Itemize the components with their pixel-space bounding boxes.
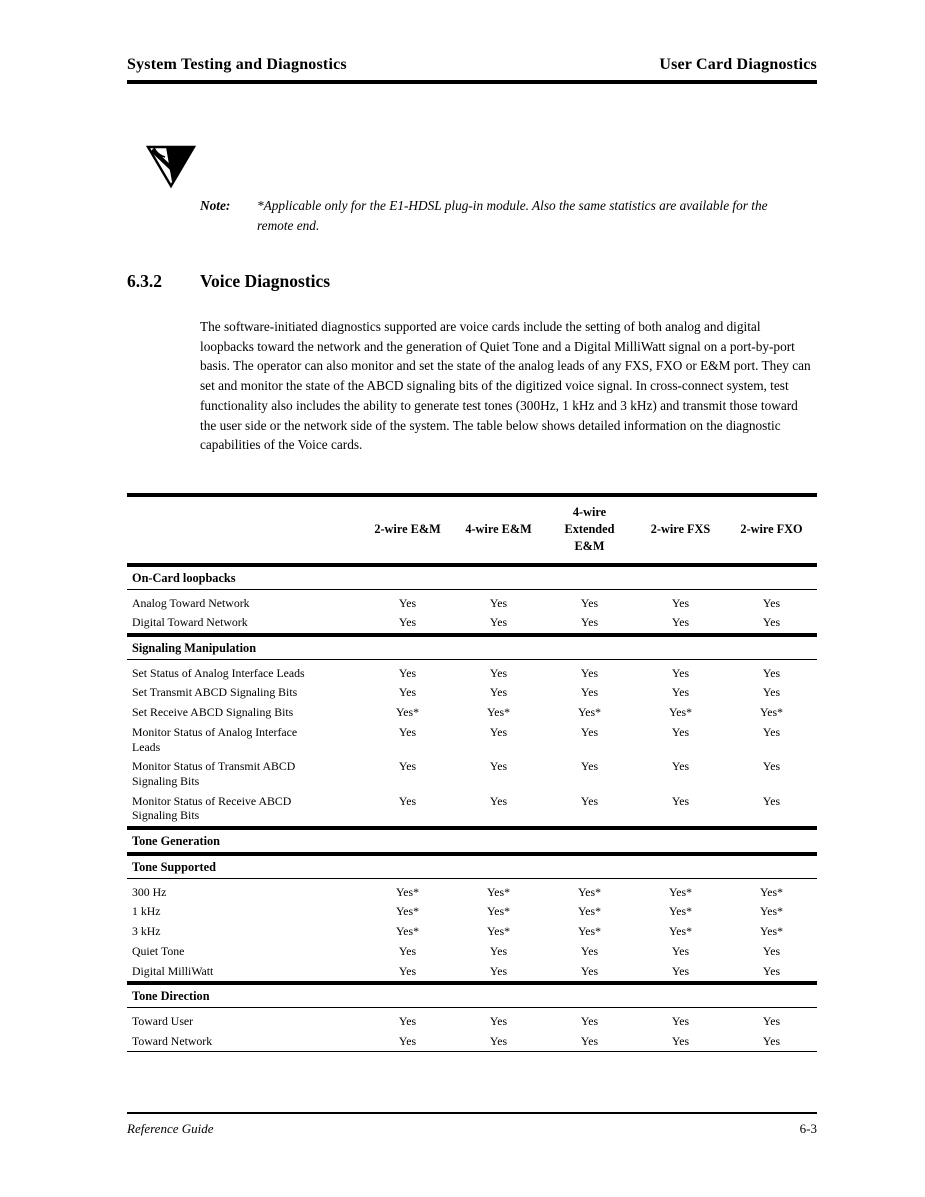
cell-value: Yes: [671, 943, 690, 958]
cell-value: Yes: [398, 1033, 417, 1048]
section-number: 6.3.2: [127, 271, 162, 291]
cell-value: Yes: [580, 1013, 599, 1028]
row-label: Monitor Status of Receive ABCD Signaling Bits: [132, 793, 292, 823]
cell-value: Yes*: [668, 884, 693, 899]
table-row: [127, 922, 817, 942]
table-section-title: Tone Direction: [127, 983, 817, 1008]
cell-value: Yes: [489, 963, 508, 978]
cell-value: Yes*: [395, 705, 420, 720]
footer-document-title: Reference Guide: [127, 1121, 214, 1136]
cell-value: Yes*: [668, 705, 693, 720]
table-section-title: On-Card loopbacks: [127, 565, 817, 590]
section-title: Voice Diagnostics: [200, 271, 331, 291]
column-header-4wire-em: 4-wire E&M: [453, 495, 544, 565]
cell-value: Yes: [398, 615, 417, 630]
cell-value: Yes*: [668, 904, 693, 919]
cell-value: Yes: [671, 595, 690, 610]
cell-value: Yes*: [759, 705, 784, 720]
cell-value: Yes: [580, 685, 599, 700]
footer-rule: [127, 1112, 817, 1114]
table-row: [127, 902, 817, 922]
row-label: Set Receive ABCD Signaling Bits: [132, 705, 294, 720]
cell-value: Yes: [398, 943, 417, 958]
cell-value: Yes: [398, 759, 417, 774]
row-label: Monitor Status of Analog Interface Leads: [132, 724, 298, 754]
cell-value: Yes: [580, 595, 599, 610]
cell-value: Yes: [489, 685, 508, 700]
cell-value: Yes*: [486, 705, 511, 720]
cell-value: Yes: [580, 963, 599, 978]
diagnostics-table: [127, 493, 817, 1052]
cell-value: Yes: [489, 1033, 508, 1048]
cell-value: Yes: [398, 1013, 417, 1028]
header-rule: [127, 80, 817, 84]
cell-value: Yes: [580, 943, 599, 958]
table-section-title: Tone Generation: [127, 828, 817, 854]
cell-value: Yes: [489, 943, 508, 958]
row-label: 300 Hz: [132, 884, 167, 899]
cell-value: Yes: [671, 724, 690, 739]
table-section-title: Signaling Manipulation: [127, 635, 817, 660]
cell-value: Yes: [398, 724, 417, 739]
column-header-blank: [127, 495, 362, 565]
cell-value: Yes: [762, 595, 781, 610]
cell-value: Yes*: [486, 924, 511, 939]
row-label: Set Transmit ABCD Signaling Bits: [132, 685, 298, 700]
cell-value: Yes: [398, 595, 417, 610]
cell-value: Yes: [762, 1033, 781, 1048]
cell-value: Yes: [580, 759, 599, 774]
row-label: Set Status of Analog Interface Leads: [132, 665, 305, 680]
cell-value: Yes: [671, 963, 690, 978]
table-section-title-row: [127, 828, 817, 854]
table-row: [127, 878, 817, 902]
cell-value: Yes: [489, 793, 508, 808]
running-header-left: System Testing and Diagnostics: [127, 56, 347, 73]
table-section-title-row: [127, 854, 817, 879]
table-row: [127, 613, 817, 635]
table-body: [127, 565, 817, 1052]
cell-value: Yes: [489, 665, 508, 680]
cell-value: Yes: [398, 685, 417, 700]
cell-value: Yes: [489, 1013, 508, 1028]
cell-value: Yes: [489, 724, 508, 739]
section-heading: [127, 271, 330, 292]
table-row: [127, 683, 817, 703]
row-label: Toward User: [132, 1013, 194, 1028]
cell-value: Yes: [489, 595, 508, 610]
cell-value: Yes*: [577, 884, 602, 899]
cell-value: Yes*: [577, 924, 602, 939]
cell-value: Yes*: [395, 904, 420, 919]
table-row: [127, 1007, 817, 1031]
cell-value: Yes: [489, 615, 508, 630]
table-section-title-row: [127, 983, 817, 1008]
table-row: [127, 703, 817, 723]
table-row: [127, 791, 817, 827]
cell-value: Yes: [671, 685, 690, 700]
table-section-title-row: [127, 635, 817, 660]
cell-value: Yes*: [486, 904, 511, 919]
row-label: Toward Network: [132, 1033, 213, 1048]
cell-value: Yes: [762, 793, 781, 808]
column-header-2wire-em: 2-wire E&M: [362, 495, 453, 565]
table-section-title: Tone Supported: [127, 854, 817, 879]
cell-value: Yes: [580, 724, 599, 739]
cell-value: Yes: [398, 963, 417, 978]
cell-value: Yes: [671, 759, 690, 774]
cell-value: Yes: [398, 793, 417, 808]
row-label: Quiet Tone: [132, 943, 185, 958]
body-paragraph: The software-initiated diagnostics supported are voice cards include the setting of both analog and digital loopbacks toward the network and the generation of Quiet Tone and a Digital MilliWatt signal on a port-by-port basis. The operator can also monitor and set the state of the analog leads of any FXS, FXO or E&M port. They can set and monitor the state of the ABCD signaling bits of the digitized voice signal. In cross-connect system, test functionality also includes the ability to generate test tones (300Hz, 1 kHz and 3 kHz) and transmit those toward the user side or the network side of the system. The table below shows detailed information on the diagnostic capabilities of the Voice cards.: [200, 319, 811, 453]
row-label: Digital Toward Network: [132, 615, 248, 630]
table-row: [127, 757, 817, 791]
cell-value: Yes: [580, 615, 599, 630]
running-header-right: User Card Diagnostics: [659, 56, 817, 73]
table-row: [127, 1031, 817, 1051]
column-header-4wire-extended-em: 4-wire Extended E&M: [544, 495, 635, 565]
note-pencil-icon: [145, 138, 197, 190]
row-label: 3 kHz: [132, 924, 161, 939]
cell-value: Yes*: [395, 924, 420, 939]
cell-value: Yes: [489, 759, 508, 774]
table-header-row: [127, 495, 817, 565]
row-label: 1 kHz: [132, 904, 161, 919]
table-row: [127, 941, 817, 961]
table-row: [127, 722, 817, 756]
cell-value: Yes: [671, 1013, 690, 1028]
cell-value: Yes: [671, 665, 690, 680]
cell-value: Yes: [580, 1033, 599, 1048]
cell-value: Yes: [762, 724, 781, 739]
cell-value: Yes*: [395, 884, 420, 899]
note-block: [200, 196, 790, 235]
cell-value: Yes*: [486, 884, 511, 899]
row-label: Analog Toward Network: [132, 595, 250, 610]
column-header-2wire-fxs: 2-wire FXS: [635, 495, 726, 565]
table-row: [127, 659, 817, 683]
footer-page-number: 6-3: [799, 1121, 817, 1136]
table-row: [127, 961, 817, 983]
cell-value: Yes: [580, 665, 599, 680]
cell-value: Yes: [398, 665, 417, 680]
cell-value: Yes*: [577, 705, 602, 720]
cell-value: Yes: [762, 665, 781, 680]
cell-value: Yes: [762, 1013, 781, 1028]
row-label: Digital MilliWatt: [132, 963, 214, 978]
cell-value: Yes: [580, 793, 599, 808]
cell-value: Yes: [762, 943, 781, 958]
column-header-2wire-fxo: 2-wire FXO: [726, 495, 817, 565]
cell-value: Yes*: [668, 924, 693, 939]
row-label: Monitor Status of Transmit ABCD Signaling Bits: [132, 759, 296, 788]
cell-value: Yes*: [577, 904, 602, 919]
cell-value: Yes: [671, 793, 690, 808]
note-label: Note:: [200, 198, 231, 213]
cell-value: Yes: [671, 1033, 690, 1048]
cell-value: Yes*: [759, 884, 784, 899]
cell-value: Yes: [762, 759, 781, 774]
cell-value: Yes*: [759, 924, 784, 939]
cell-value: Yes: [762, 963, 781, 978]
table-row: [127, 589, 817, 613]
cell-value: Yes*: [759, 904, 784, 919]
table-section-title-row: [127, 565, 817, 590]
note-text: *Applicable only for the E1-HDSL plug-in module. Also the same statistics are available for the remote end.: [257, 198, 768, 233]
cell-value: Yes: [671, 615, 690, 630]
cell-value: Yes: [762, 615, 781, 630]
cell-value: Yes: [762, 685, 781, 700]
